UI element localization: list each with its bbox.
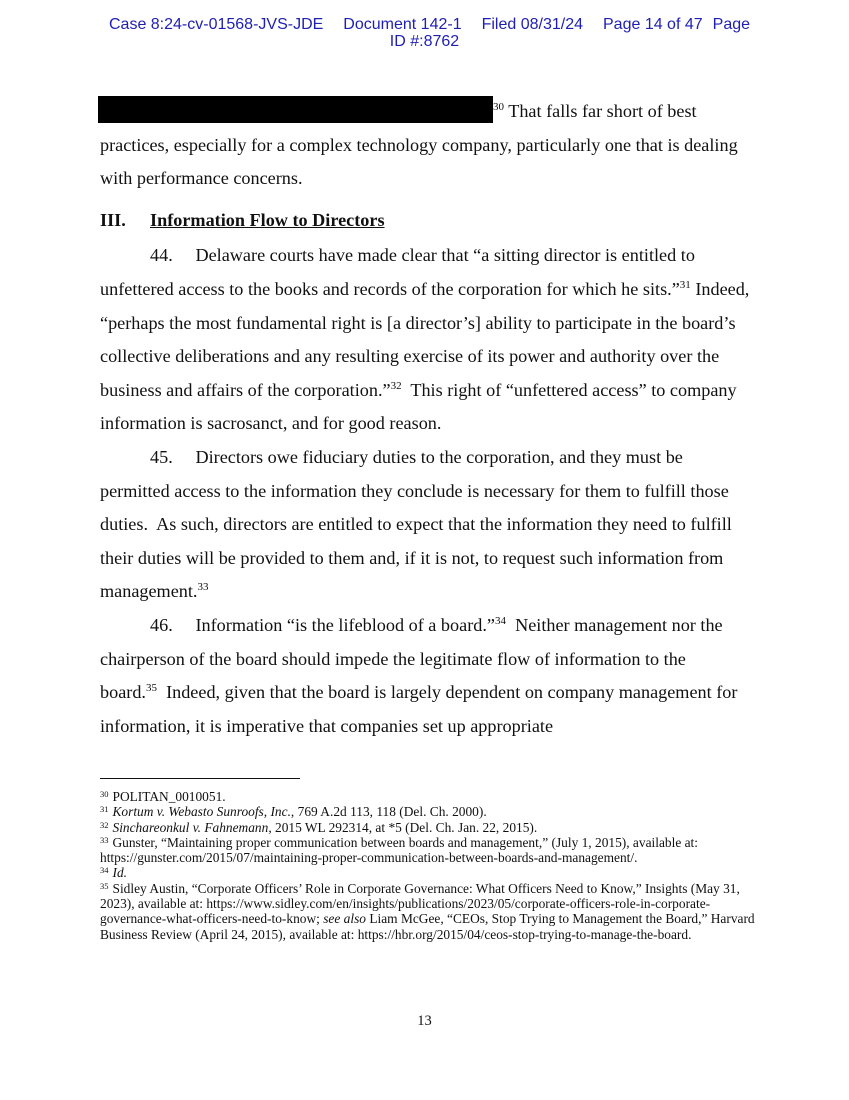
footnote-31	[100, 804, 760, 819]
paragraph-text: That falls far short of best practices, especially for a complex technology company, particularly one that is dealing with performance concerns.	[100, 101, 738, 189]
redaction-block	[98, 96, 493, 123]
signal-see-also: see also	[323, 911, 366, 927]
filed-date: Filed 08/31/24	[481, 16, 583, 33]
footnote-33	[100, 835, 760, 866]
footnote-ref: 35	[145, 682, 157, 695]
case-number: Case 8:24-cv-01568-JVS-JDE	[108, 16, 324, 33]
page-id: ID #:8762	[389, 33, 460, 50]
document-body	[100, 95, 750, 743]
footnote-text: Id.	[112, 865, 128, 881]
page-count: Page 14 of 47	[603, 16, 703, 33]
footnotes	[100, 789, 760, 942]
footnote-30	[100, 789, 760, 804]
footnote-number: 32	[100, 819, 109, 830]
paragraph-46	[100, 609, 750, 743]
footnote-text: POLITAN_0010051.	[112, 789, 226, 804]
section-title: Information Flow to Directors	[150, 209, 385, 230]
footnote-34	[100, 865, 760, 880]
footnote-number: 34	[100, 865, 109, 876]
footnote-number: 33	[100, 834, 109, 845]
case-citation: Kortum v. Webasto Sunroofs, Inc.	[112, 804, 291, 820]
paragraph-text: This right of “unfettered access” to company information is sacrosanct, and for good reason.	[100, 379, 737, 434]
footnote-text: Gunster, “Maintaining proper communication between boards and management,” (July 1, 2015), available at: https://gunster.com/2015/07/maintaining-proper-communication-between-boards-and-management/.	[100, 834, 698, 866]
case-citation: Sinchareonkul v. Fahnemann	[112, 819, 269, 835]
footnote-divider	[100, 778, 300, 779]
document-number: Document 142-1	[343, 16, 462, 33]
paragraph-text: 45. Directors owe fiduciary duties to the corporation, and they must be permitted access to the information they conclude is necessary for them to fulfill those duties. As such, directors are entitled to expect that the information they need to fulfill their duties will be provided to them and, if it is not, to request such information from management.	[100, 446, 732, 602]
paragraph-continuation	[100, 95, 750, 196]
case-header-stamp	[0, 16, 849, 50]
paragraph-44	[100, 239, 750, 441]
page-number: 13	[417, 1013, 432, 1029]
footnote-35	[100, 881, 760, 942]
footnote-32	[100, 820, 760, 835]
footnote-text: , 769 A.2d 113, 118 (Del. Ch. 2000).	[290, 804, 487, 820]
paragraph-text: Indeed, given that the board is largely dependent on company management for information, it is imperative that companies set up appropriate	[100, 682, 738, 736]
footnote-ref: 33	[197, 581, 209, 594]
paragraph-text: 46. Information “is the lifeblood of a board.”	[150, 614, 495, 635]
section-heading	[100, 204, 750, 238]
paragraph-text: Neither management nor the chairperson of the board should impede the legitimate flow of information to the board.	[100, 614, 723, 703]
footnote-ref: 32	[390, 379, 402, 392]
footnote-text: , 2015 WL 292314, at *5 (Del. Ch. Jan. 22, 2015).	[268, 819, 538, 835]
footnote-number: 35	[100, 880, 109, 891]
paragraph-text: 44. Delaware courts have made clear that “a sitting director is entitled to unfettered access to the books and records of the corporation for which he sits.”	[100, 245, 695, 299]
footnote-text: Sidley Austin, “Corporate Officers’ Role in Corporate Governance: What Officers Need to Know,” Insights (May 31, 2023), available at: https://www.sidley.com/en/insights/publications/2023/05/corporate-officers-role-in-corporate-governance-what-officers-need-to-know;	[100, 880, 740, 927]
footnote-ref: 31	[679, 278, 691, 291]
footnote-ref: 30	[493, 101, 504, 113]
footnote-text: Liam McGee, “CEOs, Stop Trying to Management the Board,” Harvard Business Review (April 24, 2015), available at: https://hbr.org/2015/04/ceos-stop-trying-to-manage-the-board.	[100, 911, 755, 942]
section-number: III.	[100, 209, 126, 230]
footnote-number: 31	[100, 804, 109, 815]
footnote-number: 30	[100, 789, 109, 799]
page-id-label: Page	[712, 16, 751, 33]
footnote-ref: 34	[494, 614, 506, 627]
paragraph-text: Indeed, “perhaps the most fundamental right is [a director’s] ability to participate in the board’s collective deliberations and any resulting exercise of its power and authority over the business and affairs of the corporation.”	[100, 278, 750, 400]
paragraph-45	[100, 441, 750, 609]
